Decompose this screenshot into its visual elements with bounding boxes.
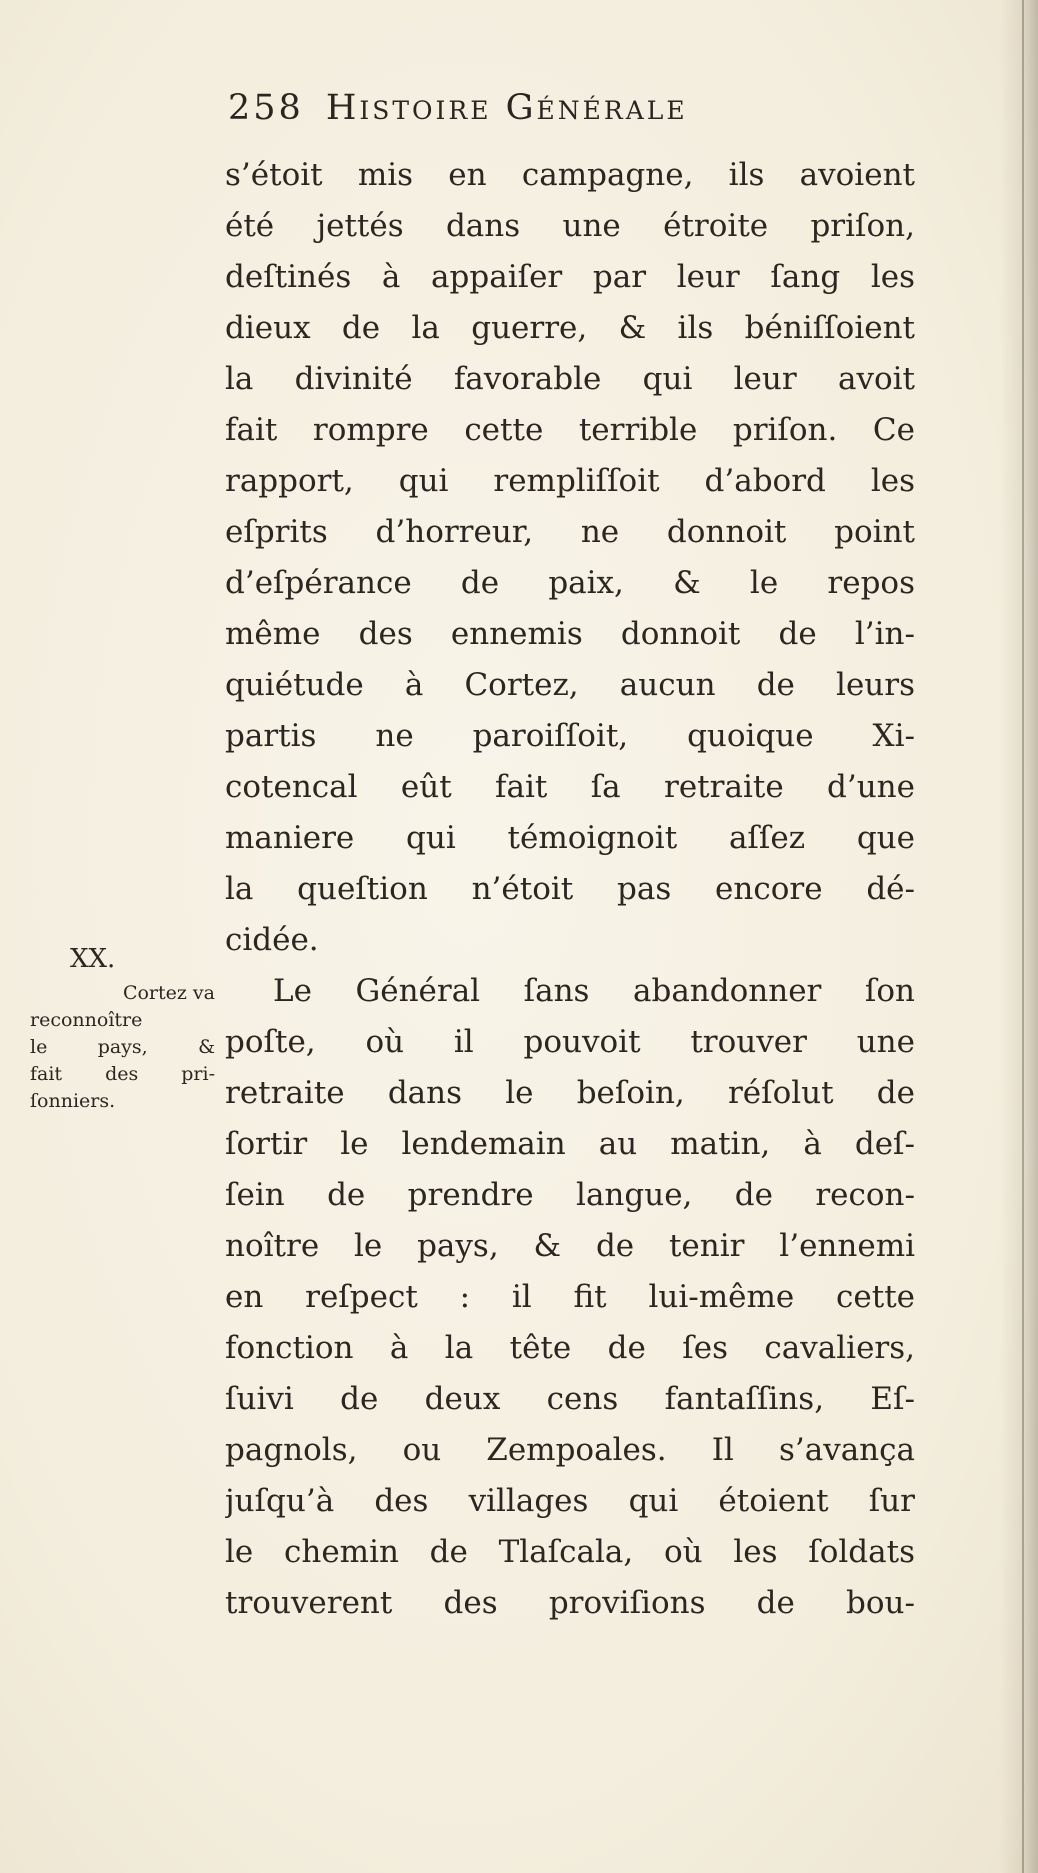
- running-head: [228, 88, 928, 140]
- text-line: fait rompre cette terrible priſon. Ce: [225, 412, 915, 448]
- margin-note: [30, 940, 215, 1115]
- text-line: ſortir le lendemain au matin, à deſ-: [225, 1126, 915, 1162]
- text-line: cotencal eût fait ſa retraite d’une: [225, 769, 915, 805]
- text-line: pagnols, ou Zempoales. Il s’avança: [225, 1432, 915, 1468]
- margin-note-line: ſonniers.: [30, 1090, 116, 1112]
- text-line: partis ne paroiſſoit, quoique Xi-: [225, 718, 915, 754]
- text-line: cidée.: [225, 922, 319, 958]
- text-line: d’eſpérance de paix, & le repos: [225, 565, 915, 601]
- text-line: maniere qui témoignoit aſſez que: [225, 820, 915, 856]
- margin-note-line: le pays, &: [30, 1036, 215, 1058]
- section-number: XX.: [70, 944, 116, 974]
- text-line: même des ennemis donnoit de l’in-: [225, 616, 915, 652]
- text-line: ſein de prendre langue, de recon-: [225, 1177, 915, 1213]
- text-line: en reſpect : il fit lui-même cette: [225, 1279, 915, 1315]
- text-line: dieux de la guerre, & ils béniſſoient: [225, 310, 915, 346]
- text-line: trouverent des proviſions de bou-: [225, 1585, 915, 1621]
- text-line: deſtinés à appaiſer par leur ſang les: [225, 259, 915, 295]
- text-line: la divinité favorable qui leur avoit: [225, 361, 915, 397]
- text-line: le chemin de Tlaſcala, où les ſoldats: [225, 1534, 915, 1570]
- paragraph-start-line: Le Général ſans abandonner ſon: [273, 973, 915, 1009]
- text-line: ſuivi de deux cens fantaſſins, Eſ-: [225, 1381, 915, 1417]
- text-line: juſqu’à des villages qui étoient ſur: [225, 1483, 915, 1519]
- text-line: noître le pays, & de tenir l’ennemi: [225, 1228, 915, 1264]
- page-edge: [1022, 0, 1024, 1873]
- text-line: poſte, où il pouvoit trouver une: [225, 1024, 915, 1060]
- body-text: [225, 150, 915, 1629]
- text-line: la queſtion n’étoit pas encore dé-: [225, 871, 915, 907]
- margin-note-line: fait des pri-: [30, 1063, 215, 1085]
- text-line: s’étoit mis en campagne, ils avoient: [225, 157, 915, 193]
- text-line: quiétude à Cortez, aucun de leurs: [225, 667, 915, 703]
- text-line: eſprits d’horreur, ne donnoit point: [225, 514, 915, 550]
- margin-note-line: Cortez va: [122, 982, 215, 1004]
- page-gutter-shadow: [1000, 0, 1038, 1873]
- page-number: 258: [228, 88, 304, 128]
- text-line: été jettés dans une étroite priſon,: [225, 208, 915, 244]
- text-line: retraite dans le beſoin, réſolut de: [225, 1075, 915, 1111]
- margin-note-line: reconnoître: [30, 1009, 143, 1031]
- text-line: fonction à la tête de ſes cavaliers,: [225, 1330, 915, 1366]
- text-line: rapport, qui rempliſſoit d’abord les: [225, 463, 915, 499]
- running-head-title: Histoire Générale: [325, 88, 688, 128]
